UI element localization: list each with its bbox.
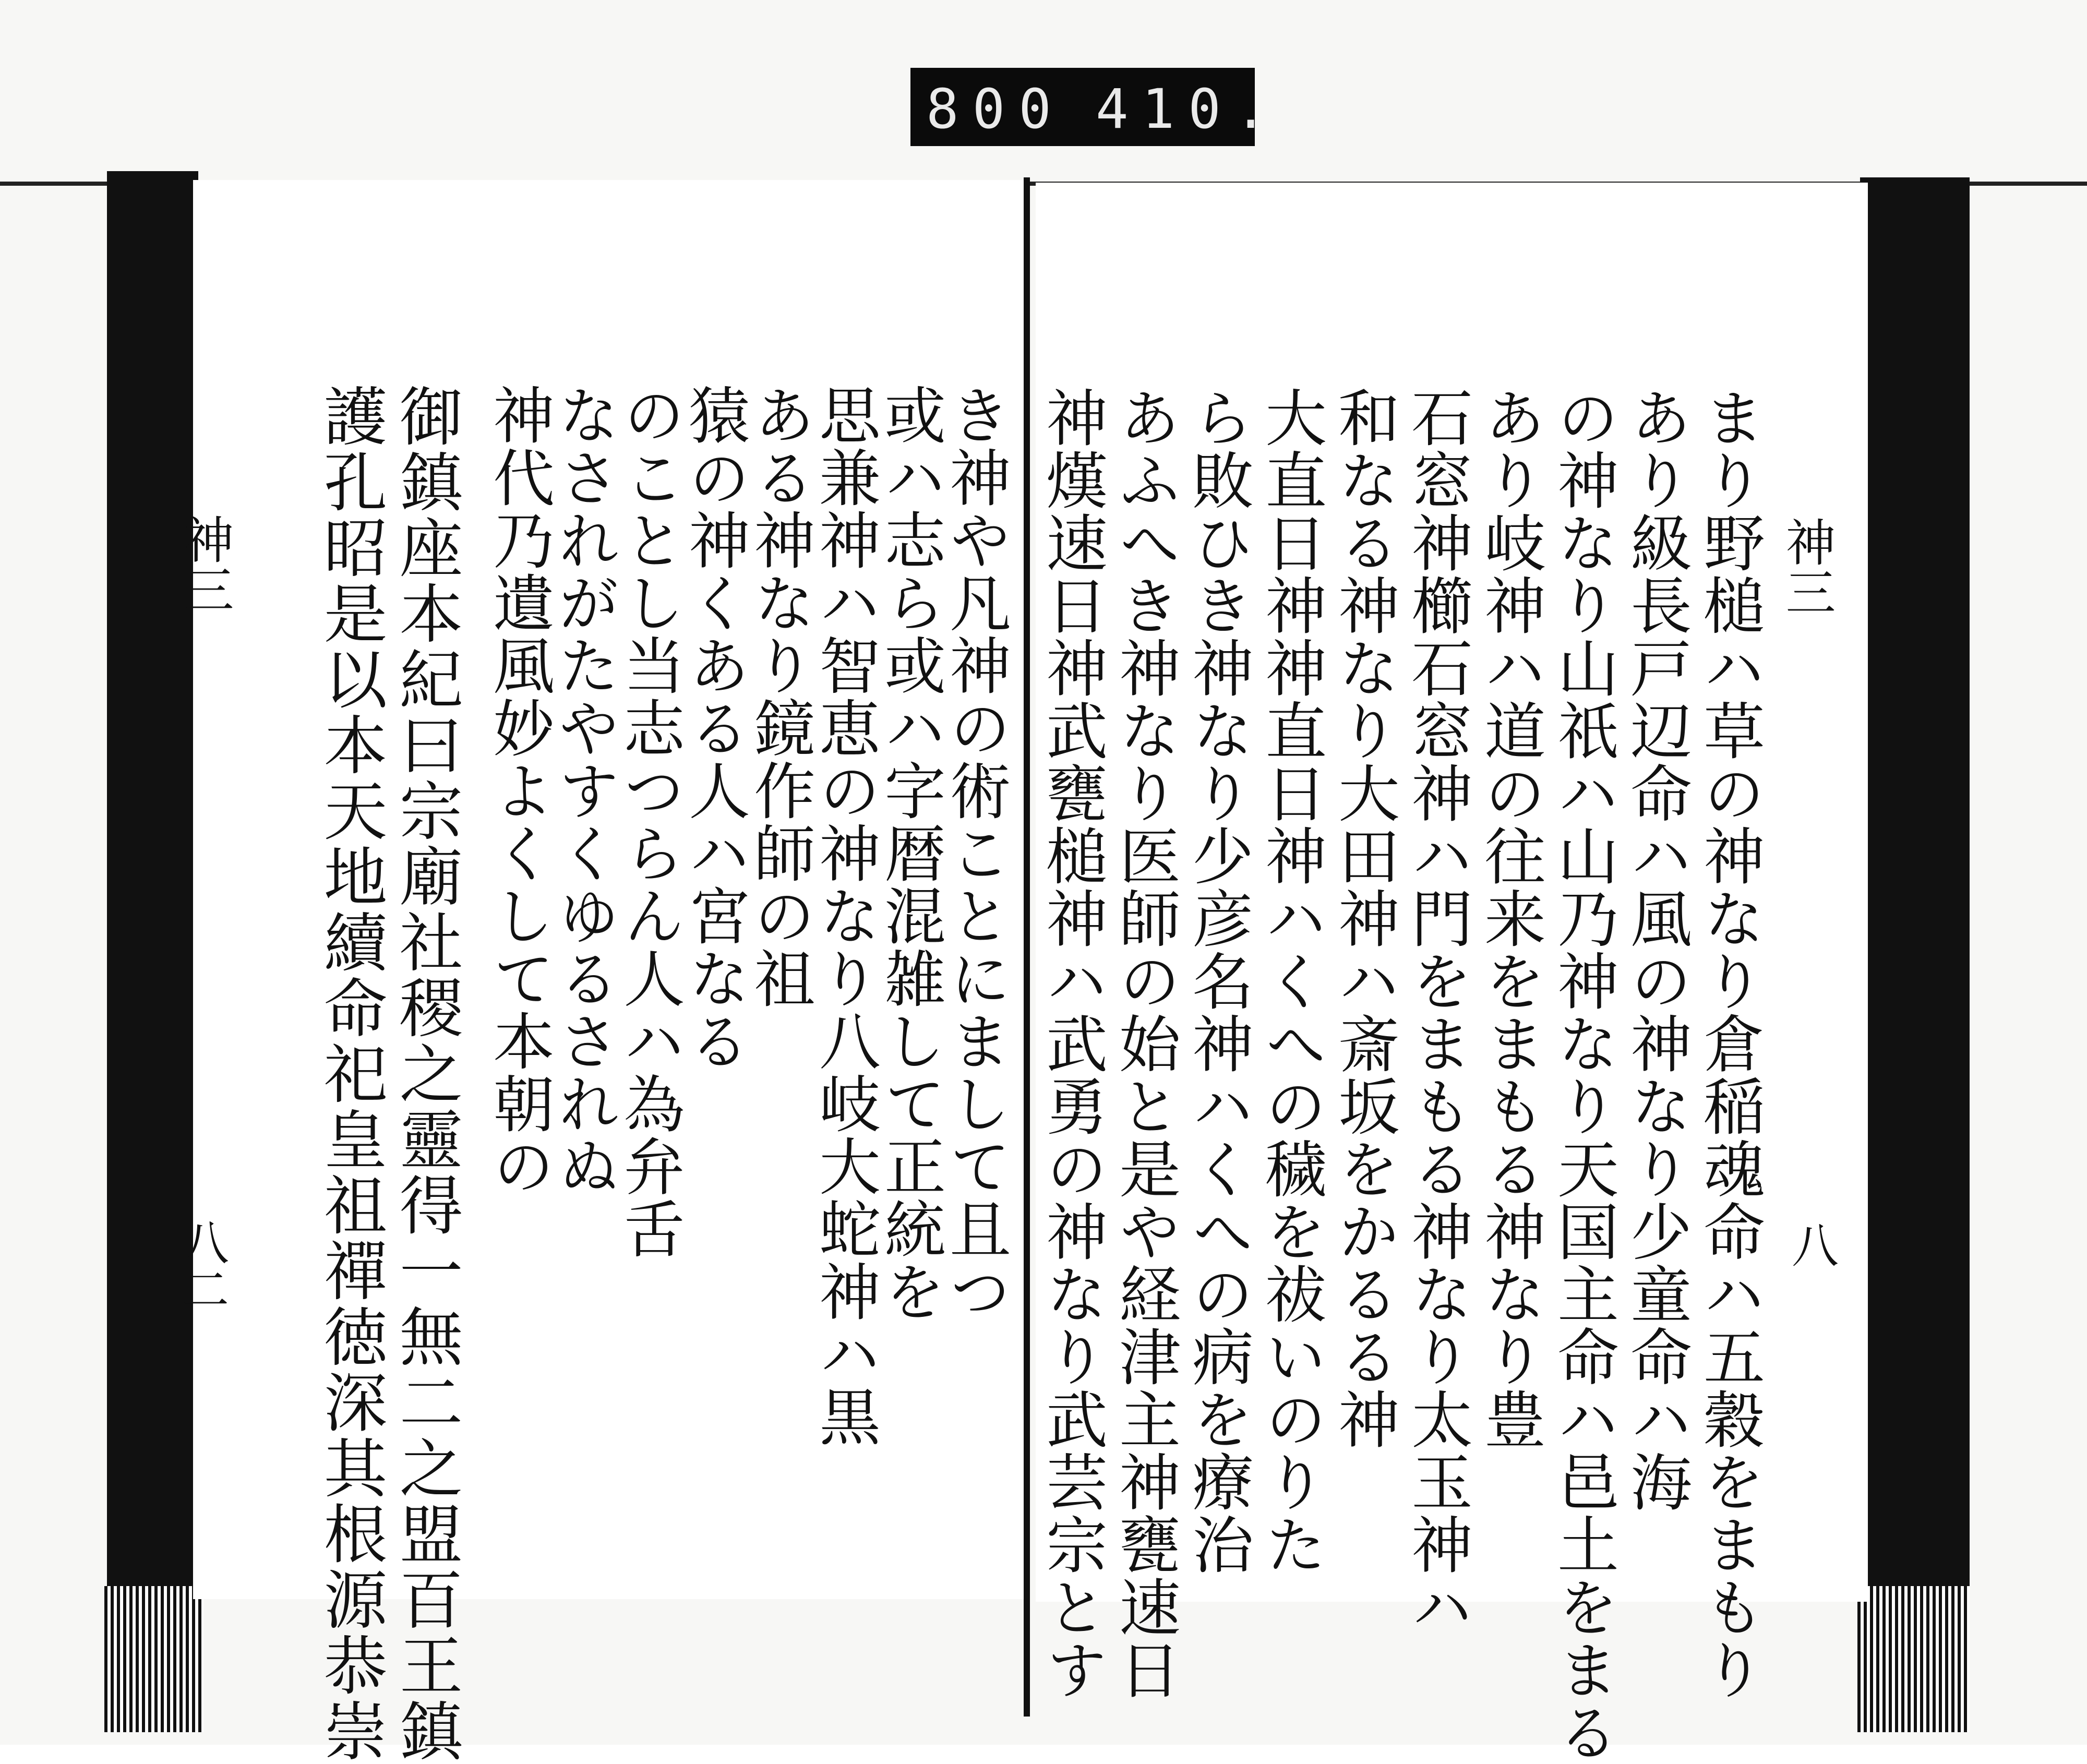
right-page [1036, 183, 1868, 1763]
left-page-header: 神三 [176, 514, 234, 614]
text-column-left-1: き神や凡神の術ことにまして且つ [939, 383, 1011, 1323]
text-column-left-10: 護孔昭是以本天地續命祀皇祖禪徳深其根源恭崇 [313, 383, 387, 1764]
right-cover-fringe [1857, 1586, 1970, 1732]
book-gutter [1024, 177, 1030, 1717]
text-column-right-1: まり野槌ハ草の神なり倉稲魂命ハ五穀をまもり [1693, 386, 1765, 1701]
text-column-right-7: 大直日神神直日神ハくへの穢を祓いのりた [1255, 386, 1327, 1576]
text-column-left-6: のことし当志つらん人ハ為弁舌 [613, 383, 685, 1260]
text-column-left-4: ある神なり鏡作師の祖 [743, 383, 815, 1010]
left-page-folio: 八二 [174, 1218, 229, 1312]
text-column-left-5: 猿の神くある人ハ宮なる [678, 383, 750, 1072]
text-column-right-3: の神なり山祇ハ山乃神なり天国主命ハ邑土をまる [1547, 386, 1619, 1763]
text-column-right-9: あふへき神なり医師の始と是や経津主神甕速日 [1109, 386, 1181, 1701]
label-number-right: 410. [1096, 77, 1281, 141]
text-column-right-2: あり級長戸辺命ハ風の神なり少童命ハ海 [1620, 386, 1692, 1513]
left-page [174, 180, 1028, 1764]
left-cover-edge [107, 171, 198, 1684]
text-column-right-6: 和なる神なり大田神ハ斎坂をかるる神 [1328, 386, 1400, 1450]
text-column-right-10: 神熯速日神武甕槌神ハ武勇の神なり武芸宗とす [1036, 386, 1108, 1701]
text-column-left-3: 思兼神ハ智恵の神なり八岐大蛇神ハ黒 [809, 383, 881, 1448]
text-column-right-4: あり岐神ハ道の往来をまもる神なり豊 [1474, 386, 1546, 1450]
right-page-header: 神三 [1778, 517, 1836, 617]
text-column-left-9: 御鎮座本紀曰宗廟社稷之靈得一無二之盟百王鎮 [389, 383, 463, 1764]
text-column-left-8: 神代乃遺風妙よくして本朝の [483, 383, 555, 1197]
right-page-folio: 八 [1783, 1221, 1838, 1268]
text-column-right-5: 石窓神櫛石窓神ハ門をまもる神なり太玉神ハ [1401, 386, 1473, 1638]
text-column-right-8: ら敗ひき神なり少彦名神ハくへの病を療治 [1182, 386, 1254, 1576]
catalogue-label [910, 68, 1281, 146]
right-cover-edge [1860, 177, 1970, 1685]
label-number-left: 800 [926, 77, 1065, 141]
text-column-left-7: なされがたやすくゆるされぬ [548, 383, 620, 1197]
left-cover-fringe [104, 1586, 203, 1732]
text-column-left-2: 或ハ志ら或ハ字暦混雑して正統を [874, 383, 946, 1323]
